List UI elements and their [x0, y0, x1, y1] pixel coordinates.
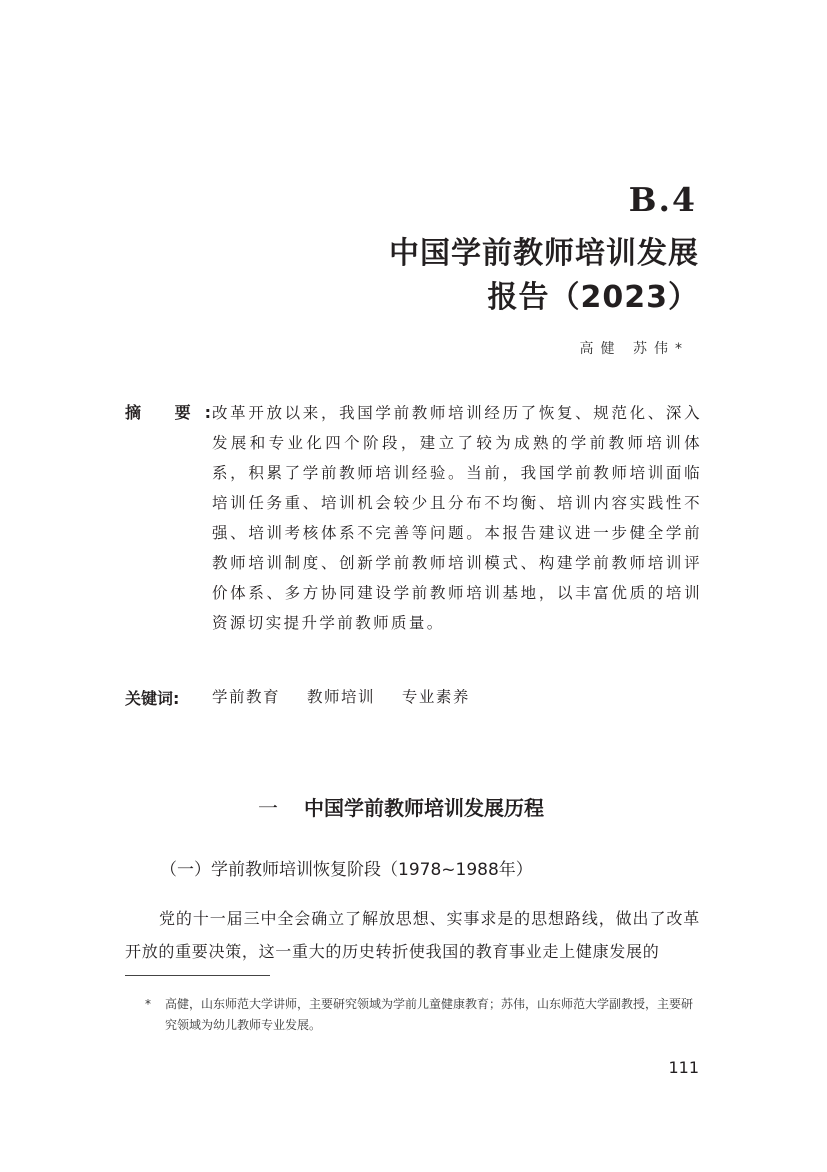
- footnote: [145, 994, 703, 1036]
- footnote-text: 高健，山东师范大学讲师，主要研究领域为学前儿童健康教育；苏伟，山东师范大学副教授，主要研究领域为幼儿教师专业发展。: [165, 997, 694, 1032]
- section-number: 一: [258, 796, 278, 820]
- keyword-item: 学前教育: [212, 688, 281, 706]
- keywords-label: 关键词:: [125, 689, 180, 708]
- keywords-list: [212, 685, 492, 707]
- keyword-item: 专业素养: [401, 688, 470, 706]
- keyword-item: 教师培训: [306, 688, 375, 706]
- chapter-label: B.4: [628, 180, 697, 219]
- subsection-heading: （一）学前教师培训恢复阶段（1978~1988年）: [160, 860, 533, 880]
- section-heading: [258, 792, 544, 821]
- footnote-mark: *: [145, 997, 151, 1011]
- footnote-divider: [125, 975, 270, 976]
- authors: 高健 苏伟*: [579, 341, 689, 357]
- report-title-line-1: 中国学前教师培训发展: [389, 236, 699, 271]
- abstract-label: 摘 要:: [125, 403, 225, 422]
- abstract-text: 改革开放以来，我国学前教师培训经历了恢复、规范化、深入发展和专业化四个阶段，建立了较为成熟的学前教师培训体系，积累了学前教师培训经验。当前，我国学前教师培训面临培训任务重、培训机会较少且分布不均衡、培训内容实践性不强、培训考核体系不完善等问题。本报告建议进一步健全学前教师培训制度、创新学前教师培训模式、构建学前教师培训评价体系、多方协同建设学前教师培训基地，以丰富优质的培训资源切实提升学前教师质量。: [212, 404, 702, 632]
- body-paragraph: 党的十一届三中全会确立了解放思想、实事求是的思想路线，做出了改革开放的重要决策，这一重大的历史转折使我国的教育事业走上健康发展的: [125, 909, 700, 961]
- page-number: 111: [668, 1058, 699, 1077]
- report-title-line-2: 报告（2023）: [487, 280, 699, 315]
- section-title: 中国学前教师培训发展历程: [304, 796, 544, 820]
